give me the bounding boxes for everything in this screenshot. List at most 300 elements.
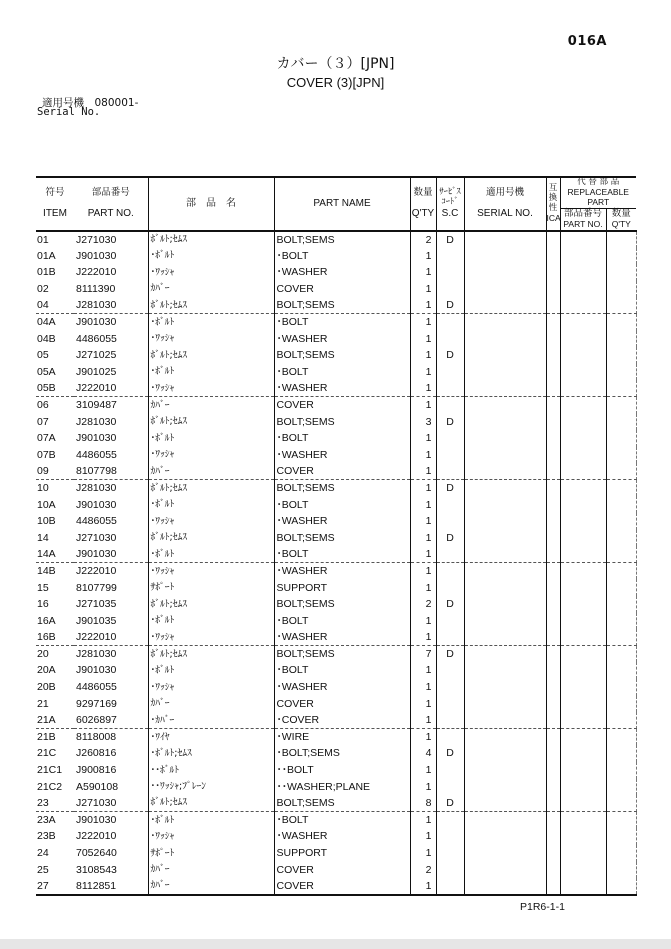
cell-part-name-jp: ･ﾎﾞﾙﾄ: [148, 613, 274, 630]
cell-service-code: [436, 264, 464, 281]
cell-qty: 1: [410, 779, 436, 796]
cell-qty: 8: [410, 795, 436, 812]
cell-part-no: 4486055: [74, 513, 148, 530]
cell-service-code: [436, 447, 464, 464]
cell-repl-qty: [606, 530, 636, 547]
cell-ica: [546, 264, 560, 281]
cell-repl-part-no: [560, 795, 606, 812]
cell-item: 21C2: [37, 780, 63, 793]
cell-repl-qty: [606, 679, 636, 696]
cell-item: 01A: [37, 249, 56, 262]
cell-part-name-en: ･BOLT: [274, 812, 410, 829]
cell-part-no: J260816: [74, 745, 148, 762]
cell-part-no: 6026897: [74, 712, 148, 729]
cell-service-code: [436, 579, 464, 596]
header-repl-part-no: 部品番号 PART NO.: [561, 209, 607, 230]
cell-part-no: 8107799: [74, 579, 148, 596]
table-row: [36, 297, 636, 314]
cell-ica: [546, 862, 560, 879]
table-row: [36, 231, 636, 248]
cell-part-no: 8118008: [74, 729, 148, 746]
cell-item: 05A: [37, 365, 56, 378]
cell-qty: 1: [410, 828, 436, 845]
cell-part-name-en: BOLT;SEMS: [274, 297, 410, 314]
cell-service-code: D: [436, 231, 464, 248]
cell-part-name-jp: ﾎﾞﾙﾄ;ｾﾑｽ: [148, 414, 274, 431]
cell-repl-qty: [606, 845, 636, 862]
cell-ica: [546, 596, 560, 613]
table-row: [36, 779, 636, 796]
cell-ica: [546, 878, 560, 895]
cell-part-name-jp: ﾎﾞﾙﾄ;ｾﾑｽ: [148, 530, 274, 547]
table-row: [36, 596, 636, 613]
cell-repl-qty: [606, 696, 636, 713]
cell-service-code: [436, 397, 464, 414]
cell-part-name-jp: ･ﾜｯｼｬ: [148, 563, 274, 580]
cell-item: 14A: [36, 546, 74, 563]
cell-repl-qty: [606, 264, 636, 281]
cell-part-name-jp: ･ﾜｯｼｬ: [148, 629, 274, 646]
cell-part-name-en: ･BOLT: [274, 314, 410, 331]
serial-label-jp: 適用号機 080001-: [42, 97, 139, 109]
cell-ica: [546, 231, 560, 248]
cell-service-code: D: [436, 347, 464, 364]
cell-service-code: [436, 729, 464, 746]
cell-item: 05: [37, 349, 49, 362]
cell-repl-part-no: [560, 231, 606, 248]
cell-repl-part-no: [560, 496, 606, 513]
cell-part-name-jp: ･ﾎﾞﾙﾄ: [148, 314, 274, 331]
cell-part-name-jp: ･ｶﾊﾞｰ: [148, 712, 274, 729]
cell-part-name-en: SUPPORT: [274, 845, 410, 862]
cell-repl-qty: [606, 248, 636, 265]
cell-repl-part-no: [560, 862, 606, 879]
cell-serial-no: [464, 463, 546, 480]
cell-part-no: 7052640: [74, 845, 148, 862]
cell-repl-part-no: [560, 878, 606, 895]
table-row: [36, 314, 636, 331]
cell-repl-qty: [606, 878, 636, 895]
table-row: [36, 662, 636, 679]
cell-repl-qty: [606, 314, 636, 331]
cell-item: 10B: [37, 515, 56, 528]
cell-serial-no: [464, 613, 546, 630]
cell-repl-qty: [606, 613, 636, 630]
cell-part-no: J222010: [74, 380, 148, 397]
cell-ica: [546, 397, 560, 414]
cell-serial-no: [464, 331, 546, 348]
cell-part-name-jp: ･ﾎﾞﾙﾄ;ｾﾑｽ: [148, 745, 274, 762]
cell-part-name-jp: ｶﾊﾞｰ: [148, 397, 274, 414]
cell-item: 21A: [36, 712, 74, 729]
cell-part-no: J900816: [74, 762, 148, 779]
cell-service-code: [436, 679, 464, 696]
cell-service-code: [436, 380, 464, 397]
cell-service-code: [436, 779, 464, 796]
cell-part-no: 8112851: [74, 878, 148, 895]
cell-ica: [546, 496, 560, 513]
cell-part-no: J222010: [74, 629, 148, 646]
cell-service-code: [436, 696, 464, 713]
cell-ica: [546, 281, 560, 298]
cell-repl-qty: [606, 347, 636, 364]
table-row: [36, 828, 636, 845]
cell-part-name-en: ･WASHER: [274, 828, 410, 845]
cell-part-no: J281030: [74, 480, 148, 497]
cell-repl-part-no: [560, 248, 606, 265]
cell-service-code: D: [436, 480, 464, 497]
cell-service-code: D: [436, 596, 464, 613]
cell-part-name-en: ･BOLT: [274, 248, 410, 265]
cell-serial-no: [464, 696, 546, 713]
cell-repl-qty: [606, 496, 636, 513]
cell-repl-part-no: [560, 696, 606, 713]
cell-service-code: [436, 463, 464, 480]
cell-serial-no: [464, 828, 546, 845]
cell-item: 16B: [36, 629, 74, 646]
cell-repl-part-no: [560, 331, 606, 348]
cell-serial-no: [464, 414, 546, 431]
header-repl-qty: 数量 Q'TY: [611, 208, 631, 230]
cell-part-name-en: ･WASHER: [274, 629, 410, 646]
cell-serial-no: [464, 281, 546, 298]
cell-ica: [546, 563, 560, 580]
cell-repl-part-no: [560, 563, 606, 580]
cell-service-code: [436, 281, 464, 298]
cell-item: 21: [37, 697, 49, 710]
cell-repl-part-no: [560, 347, 606, 364]
cell-repl-qty: [606, 331, 636, 348]
cell-ica: [546, 513, 560, 530]
cell-item: 04A: [37, 316, 56, 329]
cell-repl-part-no: [560, 430, 606, 447]
cell-part-name-jp: ･ﾜｯｼｬ: [148, 828, 274, 845]
cell-ica: [546, 845, 560, 862]
table-row: [36, 795, 636, 812]
table-row: [36, 364, 636, 381]
table-row: [36, 862, 636, 879]
cell-part-no: J271030: [74, 795, 148, 812]
cell-part-no: J901030: [74, 314, 148, 331]
cell-qty: 2: [410, 231, 436, 248]
cell-part-name-en: ･WASHER: [274, 380, 410, 397]
cell-serial-no: [464, 712, 546, 729]
cell-item: 23A: [37, 814, 56, 827]
cell-part-no: 3109487: [74, 397, 148, 414]
cell-serial-no: [464, 862, 546, 879]
cell-qty: 1: [410, 281, 436, 298]
table-row: [36, 347, 636, 364]
cell-qty: 1: [410, 878, 436, 895]
cell-part-name-jp: ･ﾎﾞﾙﾄ: [148, 662, 274, 679]
header-name-jp: 部 品 名: [148, 177, 274, 231]
cell-part-name-jp: ｻﾎﾟｰﾄ: [148, 845, 274, 862]
cell-serial-no: [464, 546, 546, 563]
cell-repl-part-no: [560, 447, 606, 464]
cell-serial-no: [464, 314, 546, 331]
cell-qty: 1: [410, 331, 436, 348]
cell-serial-no: [464, 629, 546, 646]
cell-qty: 1: [410, 430, 436, 447]
table-body: [36, 231, 636, 895]
cell-service-code: D: [436, 414, 464, 431]
cell-repl-part-no: [560, 513, 606, 530]
cell-repl-qty: [606, 712, 636, 729]
cell-part-name-en: ･WIRE: [274, 729, 410, 746]
header-service-code: ｻｰﾋﾞｽ ｺｰﾄﾞ S.C: [436, 177, 464, 231]
cell-repl-qty: [606, 812, 636, 829]
cell-ica: [546, 779, 560, 796]
cell-part-name-jp: ･･ﾎﾞﾙﾄ: [148, 762, 274, 779]
cell-serial-no: [464, 812, 546, 829]
table-row: [36, 281, 636, 298]
cell-repl-part-no: [560, 264, 606, 281]
cell-item: 04B: [37, 332, 56, 345]
table-row: [36, 563, 636, 580]
header-serial-no: 適用号機 SERIAL NO.: [464, 177, 546, 231]
cell-item: 27: [37, 879, 49, 892]
cell-part-name-en: ･WASHER: [274, 513, 410, 530]
cell-part-name-en: ･WASHER: [274, 563, 410, 580]
cell-part-no: J222010: [74, 264, 148, 281]
cell-repl-qty: [606, 480, 636, 497]
cell-service-code: [436, 629, 464, 646]
cell-service-code: [436, 828, 464, 845]
cell-repl-qty: [606, 579, 636, 596]
cell-part-no: J281030: [74, 414, 148, 431]
cell-part-name-en: BOLT;SEMS: [274, 646, 410, 663]
cell-repl-qty: [606, 380, 636, 397]
cell-part-name-jp: ･ﾜｯｼｬ: [148, 264, 274, 281]
cell-ica: [546, 613, 560, 630]
cell-part-name-en: ･･BOLT: [274, 762, 410, 779]
cell-part-name-en: COVER: [274, 878, 410, 895]
table-row: [36, 414, 636, 431]
cell-qty: 2: [410, 862, 436, 879]
cell-repl-part-no: [560, 463, 606, 480]
cell-item: 14: [37, 531, 49, 544]
cell-repl-part-no: [560, 646, 606, 663]
cell-qty: 1: [410, 513, 436, 530]
cell-qty: 1: [410, 463, 436, 480]
cell-serial-no: [464, 430, 546, 447]
cell-part-name-jp: ｶﾊﾞｰ: [148, 878, 274, 895]
cell-service-code: [436, 430, 464, 447]
cell-part-name-jp: ･ﾜｯｼｬ: [148, 331, 274, 348]
cell-ica: [546, 729, 560, 746]
table-row: [36, 546, 636, 563]
cell-part-no: 4486055: [74, 679, 148, 696]
cell-repl-qty: [606, 513, 636, 530]
cell-part-no: 8111390: [74, 281, 148, 298]
cell-item: 04: [36, 297, 74, 314]
cell-part-name-jp: ･ﾎﾞﾙﾄ: [148, 496, 274, 513]
table-row: [36, 696, 636, 713]
cell-repl-part-no: [560, 745, 606, 762]
cell-item: 01: [37, 233, 49, 246]
cell-item: 05B: [36, 380, 74, 397]
cell-serial-no: [464, 878, 546, 895]
cell-part-name-jp: ･ﾎﾞﾙﾄ: [148, 546, 274, 563]
cell-item: 15: [37, 581, 49, 594]
cell-repl-qty: [606, 447, 636, 464]
cell-repl-qty: [606, 397, 636, 414]
bottom-bar: [0, 939, 671, 949]
cell-ica: [546, 828, 560, 845]
cell-part-name-jp: ･ﾜｯｼｬ: [148, 513, 274, 530]
page-code: 016A: [567, 34, 607, 49]
cell-part-no: J901035: [74, 613, 148, 630]
cell-part-name-jp: ｶﾊﾞｰ: [148, 463, 274, 480]
cell-item: 23B: [37, 830, 56, 843]
cell-qty: 1: [410, 546, 436, 563]
cell-item: 16A: [37, 614, 56, 627]
cell-repl-qty: [606, 795, 636, 812]
cell-ica: [546, 347, 560, 364]
cell-qty: 1: [410, 629, 436, 646]
cell-repl-qty: [606, 563, 636, 580]
cell-service-code: [436, 613, 464, 630]
cell-repl-part-no: [560, 812, 606, 829]
cell-serial-no: [464, 364, 546, 381]
cell-repl-qty: [606, 414, 636, 431]
cell-serial-no: [464, 347, 546, 364]
table-row: [36, 845, 636, 862]
cell-service-code: D: [436, 745, 464, 762]
cell-repl-part-no: [560, 314, 606, 331]
cell-ica: [546, 530, 560, 547]
table-row: [36, 447, 636, 464]
cell-part-no: 3108543: [74, 862, 148, 879]
cell-repl-qty: [606, 662, 636, 679]
cell-part-no: J271025: [74, 347, 148, 364]
cell-repl-qty: [606, 364, 636, 381]
cell-qty: 1: [410, 762, 436, 779]
cell-repl-part-no: [560, 762, 606, 779]
table-row: [36, 380, 636, 397]
cell-serial-no: [464, 596, 546, 613]
cell-serial-no: [464, 745, 546, 762]
cell-part-name-en: ･BOLT;SEMS: [274, 745, 410, 762]
cell-repl-qty: [606, 779, 636, 796]
cell-qty: 1: [410, 530, 436, 547]
cell-part-no: J271030: [74, 530, 148, 547]
cell-ica: [546, 314, 560, 331]
table-row: [36, 496, 636, 513]
cell-part-name-jp: ･ﾎﾞﾙﾄ: [148, 812, 274, 829]
cell-item: 23: [36, 795, 74, 812]
table-row: [36, 248, 636, 265]
cell-serial-no: [464, 513, 546, 530]
cell-serial-no: [464, 496, 546, 513]
cell-part-name-jp: ｶﾊﾞｰ: [148, 696, 274, 713]
cell-repl-part-no: [560, 845, 606, 862]
cell-qty: 1: [410, 314, 436, 331]
cell-repl-qty: [606, 231, 636, 248]
cell-repl-part-no: [560, 629, 606, 646]
cell-part-no: 4486055: [74, 331, 148, 348]
cell-ica: [546, 762, 560, 779]
cell-qty: 1: [410, 480, 436, 497]
footer-page-code: P1R6-1-1: [520, 901, 565, 913]
cell-item: 02: [37, 282, 49, 295]
cell-ica: [546, 546, 560, 563]
cell-part-name-jp: ﾎﾞﾙﾄ;ｾﾑｽ: [148, 596, 274, 613]
cell-item: 20B: [37, 681, 56, 694]
cell-repl-part-no: [560, 779, 606, 796]
cell-part-name-en: COVER: [274, 281, 410, 298]
cell-item: 06: [37, 399, 49, 412]
table-row: [36, 629, 636, 646]
cell-repl-part-no: [560, 579, 606, 596]
cell-item: 21B: [37, 731, 56, 744]
cell-service-code: [436, 513, 464, 530]
cell-qty: 2: [410, 596, 436, 613]
cell-part-name-en: COVER: [274, 397, 410, 414]
cell-repl-part-no: [560, 679, 606, 696]
cell-part-no: J901030: [74, 430, 148, 447]
cell-repl-part-no: [560, 613, 606, 630]
table-row: [36, 762, 636, 779]
cell-part-name-en: SUPPORT: [274, 579, 410, 596]
cell-service-code: [436, 248, 464, 265]
cell-service-code: [436, 662, 464, 679]
cell-repl-part-no: [560, 546, 606, 563]
cell-part-no: J901025: [74, 364, 148, 381]
cell-ica: [546, 447, 560, 464]
cell-serial-no: [464, 380, 546, 397]
cell-part-name-jp: ｻﾎﾟｰﾄ: [148, 579, 274, 596]
cell-qty: 1: [410, 380, 436, 397]
cell-repl-part-no: [560, 480, 606, 497]
cell-repl-qty: [606, 596, 636, 613]
cell-qty: 1: [410, 496, 436, 513]
cell-part-name-jp: ﾎﾞﾙﾄ;ｾﾑｽ: [148, 480, 274, 497]
cell-part-name-en: BOLT;SEMS: [274, 596, 410, 613]
cell-part-no: J271030: [74, 231, 148, 248]
cell-service-code: [436, 812, 464, 829]
cell-part-name-jp: ･ﾎﾞﾙﾄ: [148, 430, 274, 447]
cell-ica: [546, 430, 560, 447]
table-row: [36, 430, 636, 447]
cell-ica: [546, 579, 560, 596]
cell-repl-qty: [606, 862, 636, 879]
cell-serial-no: [464, 397, 546, 414]
cell-part-name-en: COVER: [274, 463, 410, 480]
cell-part-name-en: ･BOLT: [274, 662, 410, 679]
cell-part-name-en: ･WASHER: [274, 679, 410, 696]
cell-ica: [546, 712, 560, 729]
serial-label-en: Serial No.: [37, 106, 101, 118]
cell-service-code: [436, 762, 464, 779]
cell-ica: [546, 812, 560, 829]
cell-qty: 1: [410, 579, 436, 596]
cell-qty: 3: [410, 414, 436, 431]
cell-item: 07: [37, 415, 49, 428]
cell-qty: 1: [410, 297, 436, 314]
cell-repl-qty: [606, 828, 636, 845]
table-row: [36, 397, 636, 414]
cell-repl-part-no: [560, 596, 606, 613]
cell-item: 14B: [37, 565, 56, 578]
cell-part-no: J281030: [74, 646, 148, 663]
cell-part-name-en: ･COVER: [274, 712, 410, 729]
cell-qty: 1: [410, 613, 436, 630]
cell-qty: 7: [410, 646, 436, 663]
cell-ica: [546, 679, 560, 696]
cell-item: 10A: [37, 498, 56, 511]
cell-part-no: 4486055: [74, 447, 148, 464]
